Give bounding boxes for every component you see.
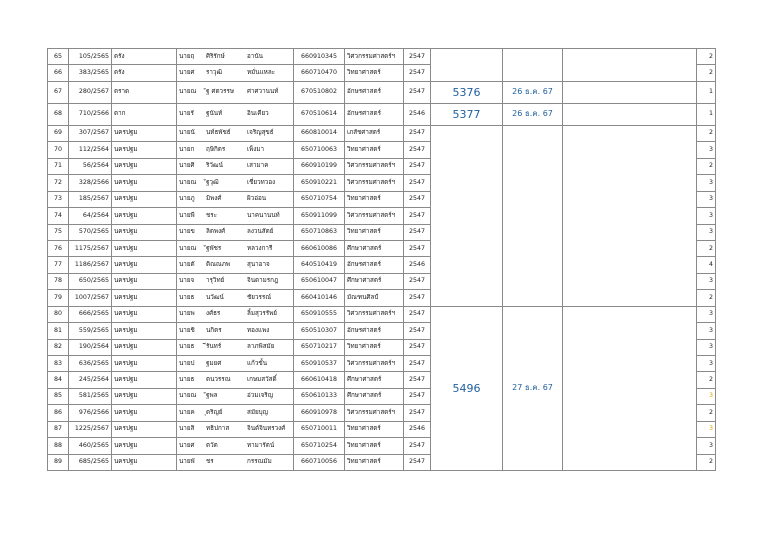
name-title: นายจ: [179, 277, 195, 285]
birth-year: 2547: [404, 158, 431, 174]
student-name: [177, 405, 294, 421]
province: นครปฐม: [112, 240, 177, 256]
student-name: [177, 372, 294, 388]
last-name: ทองแพง: [247, 326, 270, 334]
province: ตาก: [112, 103, 177, 125]
student-id: 650710863: [294, 224, 345, 240]
row-number: 77: [48, 257, 69, 273]
certificate-number: 5496: [431, 306, 503, 470]
name-title: นายป: [179, 359, 195, 367]
document-number: 1225/2567: [69, 421, 112, 437]
faculty: วิศวกรรมศาสตร์ฯ: [345, 356, 404, 372]
name-title: นายธ: [179, 343, 195, 351]
student-id: 660910199: [294, 158, 345, 174]
first-name: ัฐวุฒิ: [206, 178, 219, 186]
province: นครปฐม: [112, 158, 177, 174]
count: 2: [697, 372, 716, 388]
student-id: 650710063: [294, 142, 345, 158]
faculty: วิทยาศาสตร์: [345, 65, 404, 81]
birth-year: 2547: [404, 65, 431, 81]
student-name: [177, 142, 294, 158]
faculty: อักษรศาสตร์: [345, 103, 404, 125]
table-row: [48, 49, 716, 65]
first-name: ฐนันท์: [206, 110, 223, 118]
last-name: เสามาค: [247, 162, 269, 170]
first-name: ุตริญย์: [206, 408, 223, 416]
province: นครปฐม: [112, 290, 177, 306]
name-title: นายธ: [179, 293, 195, 301]
issue-date: [503, 125, 563, 306]
province: นครปฐม: [112, 125, 177, 141]
count: 3: [697, 191, 716, 207]
row-number: 82: [48, 339, 69, 355]
name-title: นายศ: [179, 441, 195, 449]
count: 2: [697, 405, 716, 421]
name-title: นายข: [179, 228, 195, 236]
name-title: นายณ: [179, 178, 197, 186]
student-id: 660710470: [294, 65, 345, 81]
student-name: [177, 306, 294, 322]
last-name: เจริญสุขธ์: [247, 129, 274, 137]
count: 2: [697, 240, 716, 256]
count: 2: [697, 125, 716, 141]
province: นครปฐม: [112, 273, 177, 289]
last-name: อ่วมเจริญ: [247, 392, 274, 400]
name-title: นายสิ: [179, 425, 195, 433]
row-number: 79: [48, 290, 69, 306]
last-name: ลาภพิสมัย: [247, 343, 275, 351]
name-title: นายพั: [179, 458, 195, 466]
count: 3: [697, 356, 716, 372]
student-id: 650610047: [294, 273, 345, 289]
birth-year: 2547: [404, 224, 431, 240]
row-number: 83: [48, 356, 69, 372]
first-name: ตนวรรณ: [206, 376, 231, 383]
document-number: 685/2565: [69, 454, 112, 470]
student-name: [177, 356, 294, 372]
name-title: นายฤ: [179, 52, 195, 60]
count: 3: [697, 142, 716, 158]
student-id: 650910537: [294, 356, 345, 372]
student-name: [177, 240, 294, 256]
last-name: ศาศวานนท์: [247, 88, 279, 96]
count: 2: [697, 454, 716, 470]
row-number: 70: [48, 142, 69, 158]
count: 2: [697, 158, 716, 174]
birth-year: 2547: [404, 273, 431, 289]
birth-year: 2547: [404, 356, 431, 372]
province: นครปฐม: [112, 257, 177, 273]
province: นครปฐม: [112, 175, 177, 191]
document-number: 1186/2567: [69, 257, 112, 273]
last-name: หมั่นแหละ: [247, 69, 276, 76]
student-name: [177, 208, 294, 224]
remarks-cell: [563, 49, 697, 82]
count: 3: [697, 175, 716, 191]
certificate-number: [431, 125, 503, 306]
remarks-cell: [563, 125, 697, 306]
first-name: นท์ธพัชธ์: [206, 129, 231, 137]
count: 3: [697, 208, 716, 224]
document-number: 185/2567: [69, 191, 112, 207]
student-name: [177, 290, 294, 306]
row-number: 86: [48, 405, 69, 421]
province: นครปฐม: [112, 372, 177, 388]
birth-year: 2547: [404, 175, 431, 191]
last-name: สมัยบุญ: [247, 408, 269, 416]
faculty: วิทยาศาสตร์: [345, 421, 404, 437]
province: นครปฐม: [112, 339, 177, 355]
last-name: อินเคียว: [247, 110, 269, 118]
birth-year: 2547: [404, 142, 431, 158]
student-id: 660610418: [294, 372, 345, 388]
row-number: 71: [48, 158, 69, 174]
student-id: 650710754: [294, 191, 345, 207]
row-number: 67: [48, 81, 69, 103]
issue-date: [503, 49, 563, 82]
province: นครปฐม: [112, 224, 177, 240]
faculty: วิศวกรรมศาสตร์ฯ: [345, 405, 404, 421]
count: 3: [697, 388, 716, 404]
count: 4: [697, 257, 716, 273]
student-id: 660810014: [294, 125, 345, 141]
student-name: [177, 65, 294, 81]
row-number: 68: [48, 103, 69, 125]
faculty: อักษรศาสตร์: [345, 257, 404, 273]
count: 2: [697, 290, 716, 306]
name-title: นายชิ: [179, 326, 195, 334]
student-name: [177, 81, 294, 103]
document-number: 105/2565: [69, 49, 112, 65]
province: นครปฐม: [112, 421, 177, 437]
certificate-number: 5377: [431, 103, 503, 125]
birth-year: 2547: [404, 81, 431, 103]
count: 1: [697, 81, 716, 103]
first-name: มิพงศ์: [206, 195, 222, 203]
birth-year: 2547: [404, 49, 431, 65]
document-number: 650/2565: [69, 273, 112, 289]
student-id: 650710254: [294, 438, 345, 454]
last-name: ลิ้มสุวรรัพย์: [247, 310, 277, 318]
count: 2: [697, 49, 716, 65]
faculty: วิศวกรรมศาสตร์ฯ: [345, 175, 404, 191]
row-number: 78: [48, 273, 69, 289]
first-name: ฤษิกิตร: [206, 145, 226, 153]
last-name: อานัน: [247, 52, 263, 60]
table-row: [48, 125, 716, 141]
first-name: ัฐพล: [206, 392, 218, 400]
student-name: [177, 103, 294, 125]
last-name: นาคนานนท์: [247, 211, 280, 219]
student-name: [177, 257, 294, 273]
count: 3: [697, 273, 716, 289]
issue-date: 26 ธ.ค. 67: [503, 103, 563, 125]
count: 3: [697, 438, 716, 454]
birth-year: 2547: [404, 388, 431, 404]
faculty: เภสัชศาสตร์: [345, 125, 404, 141]
row-number: 87: [48, 421, 69, 437]
student-name: [177, 273, 294, 289]
name-title: นายณ: [179, 244, 197, 252]
province: นครปฐม: [112, 405, 177, 421]
table-row: [48, 81, 716, 103]
first-name: ัฐ ศตวรรษ: [206, 88, 235, 96]
student-name: [177, 339, 294, 355]
document-number: 328/2566: [69, 175, 112, 191]
first-name: ารุวิทย์: [206, 277, 225, 285]
last-name: เพ็งมา: [247, 145, 265, 153]
first-name: ราวุฒิ: [206, 69, 223, 76]
province: ตรัง: [112, 49, 177, 65]
last-name: เกษมสวัสดิ์: [247, 376, 277, 383]
faculty: ศึกษาศาสตร์: [345, 273, 404, 289]
document-number: 245/2564: [69, 372, 112, 388]
last-name: ชัยวรรณ์: [247, 293, 272, 301]
province: นครปฐม: [112, 438, 177, 454]
first-name: งศ์ธร: [206, 310, 221, 318]
faculty: วิศวกรรมศาสตร์ฯ: [345, 49, 404, 65]
student-id: 650910555: [294, 306, 345, 322]
student-name: [177, 224, 294, 240]
province: นครปฐม: [112, 388, 177, 404]
document-number: 1175/2567: [69, 240, 112, 256]
student-name: [177, 421, 294, 437]
row-number: 84: [48, 372, 69, 388]
faculty: ศึกษาศาสตร์: [345, 240, 404, 256]
student-id: 660910978: [294, 405, 345, 421]
faculty: วิทยาศาสตร์: [345, 142, 404, 158]
birth-year: 2547: [404, 405, 431, 421]
table-row: [48, 103, 716, 125]
name-title: นายศิ: [179, 162, 195, 170]
first-name: ัฐพัชร: [206, 244, 222, 252]
birth-year: 2547: [404, 240, 431, 256]
count: 3: [697, 339, 716, 355]
first-name: ทธิปกาส: [206, 425, 230, 433]
name-title: นายศ: [179, 69, 195, 76]
last-name: จินดามรกฎ: [247, 277, 279, 285]
remarks-cell: [563, 81, 697, 103]
last-name: แก้วขั้น: [247, 359, 268, 367]
row-number: 74: [48, 208, 69, 224]
student-id: 650610133: [294, 388, 345, 404]
birth-year: 2546: [404, 421, 431, 437]
count: 3: [697, 323, 716, 339]
birth-year: 2547: [404, 306, 431, 322]
name-title: นายตั: [179, 260, 195, 268]
name-title: นายค: [179, 408, 195, 416]
faculty: วิทยาศาสตร์: [345, 224, 404, 240]
last-name: สุนาอาจ: [247, 260, 270, 268]
student-name: [177, 454, 294, 470]
row-number: 65: [48, 49, 69, 65]
last-name: จินต์จินทรวงศ์: [247, 425, 286, 433]
row-number: 72: [48, 175, 69, 191]
faculty: วิทยาศาสตร์: [345, 454, 404, 470]
birth-year: 2546: [404, 103, 431, 125]
last-name: ทามารัตน์: [247, 441, 275, 449]
remarks-cell: [563, 103, 697, 125]
document-number: 383/2565: [69, 65, 112, 81]
faculty: วิศวกรรมศาสตร์ฯ: [345, 208, 404, 224]
student-name: [177, 175, 294, 191]
first-name: ีรันทร์: [206, 343, 222, 351]
province: นครปฐม: [112, 454, 177, 470]
faculty: ศึกษาศาสตร์: [345, 388, 404, 404]
document-number: 112/2564: [69, 142, 112, 158]
student-records-table: [47, 48, 716, 471]
province: นครปฐม: [112, 323, 177, 339]
faculty: วิทยาศาสตร์: [345, 191, 404, 207]
last-name: หลวงการี: [247, 244, 273, 252]
first-name: นกิตร: [206, 326, 222, 334]
student-id: 660710056: [294, 454, 345, 470]
student-name: [177, 49, 294, 65]
faculty: วิศวกรรมศาสตร์ฯ: [345, 306, 404, 322]
first-name: ลิตพงศ์: [206, 228, 226, 236]
birth-year: 2547: [404, 125, 431, 141]
last-name: กรรณมัม: [247, 458, 272, 466]
birth-year: 2547: [404, 290, 431, 306]
document-number: 636/2565: [69, 356, 112, 372]
student-id: 660410146: [294, 290, 345, 306]
count: 3: [697, 306, 716, 322]
name-title: นายพ: [179, 310, 195, 318]
first-name: ฐมยศ: [206, 359, 222, 367]
first-name: ชระ: [206, 211, 218, 219]
province: นครปฐม: [112, 356, 177, 372]
faculty: วิศวกรรมศาสตร์ฯ: [345, 158, 404, 174]
province: นครปฐม: [112, 191, 177, 207]
birth-year: 2547: [404, 438, 431, 454]
student-id: 650710011: [294, 421, 345, 437]
student-id: 640510419: [294, 257, 345, 273]
issue-date: 27 ธ.ค. 67: [503, 306, 563, 470]
student-name: [177, 125, 294, 141]
document-number: 64/2564: [69, 208, 112, 224]
province: นครปฐม: [112, 142, 177, 158]
birth-year: 2547: [404, 339, 431, 355]
name-title: นายรั: [179, 110, 194, 118]
first-name: นวัฒน์: [206, 293, 224, 301]
first-name: ศิริรักษ์: [206, 52, 225, 60]
birth-year: 2547: [404, 372, 431, 388]
row-number: 69: [48, 125, 69, 141]
document-number: 976/2566: [69, 405, 112, 421]
document-number: 280/2567: [69, 81, 112, 103]
student-id: 650911099: [294, 208, 345, 224]
table-row: [48, 306, 716, 322]
certificate-number: 5376: [431, 81, 503, 103]
row-number: 76: [48, 240, 69, 256]
name-title: นายก: [179, 145, 195, 153]
student-id: 660910345: [294, 49, 345, 65]
student-id: 650710217: [294, 339, 345, 355]
row-number: 66: [48, 65, 69, 81]
faculty: ศึกษาศาสตร์: [345, 372, 404, 388]
province: ตราด: [112, 81, 177, 103]
issue-date: 26 ธ.ค. 67: [503, 81, 563, 103]
faculty: อักษรศาสตร์: [345, 81, 404, 103]
document-number: 570/2565: [69, 224, 112, 240]
name-title: นายพี: [179, 211, 195, 219]
row-number: 81: [48, 323, 69, 339]
row-number: 88: [48, 438, 69, 454]
document-number: 56/2564: [69, 158, 112, 174]
document-number: 1007/2567: [69, 290, 112, 306]
student-name: [177, 388, 294, 404]
count: 3: [697, 224, 716, 240]
document-number: 710/2566: [69, 103, 112, 125]
birth-year: 2547: [404, 191, 431, 207]
document-number: 666/2565: [69, 306, 112, 322]
birth-year: 2546: [404, 257, 431, 273]
name-title: นายณ: [179, 392, 197, 400]
student-name: [177, 158, 294, 174]
faculty: อักษรศาสตร์: [345, 323, 404, 339]
count: 1: [697, 103, 716, 125]
certificate-number: [431, 49, 503, 82]
first-name: ตวัต: [206, 441, 218, 449]
first-name: ชร: [206, 458, 214, 466]
table-body: [48, 49, 716, 471]
name-title: นายณ: [179, 88, 197, 96]
student-id: 670510802: [294, 81, 345, 103]
birth-year: 2547: [404, 323, 431, 339]
faculty: วิทยาศาสตร์: [345, 339, 404, 355]
last-name: ลงวนสัตย์: [247, 228, 274, 236]
name-title: นายธ: [179, 376, 195, 383]
count: 3: [697, 421, 716, 437]
student-name: [177, 323, 294, 339]
document-number: 581/2565: [69, 388, 112, 404]
document-number: 190/2564: [69, 339, 112, 355]
faculty: มัณฑนศิลป์: [345, 290, 404, 306]
province: นครปฐม: [112, 208, 177, 224]
faculty: วิทยาศาสตร์: [345, 438, 404, 454]
birth-year: 2547: [404, 208, 431, 224]
count: 2: [697, 65, 716, 81]
first-name: ติณณภพ: [206, 260, 231, 268]
row-number: 73: [48, 191, 69, 207]
birth-year: 2547: [404, 454, 431, 470]
student-id: 650510307: [294, 323, 345, 339]
student-name: [177, 191, 294, 207]
row-number: 80: [48, 306, 69, 322]
last-name: เชี่ยวทวอง: [247, 178, 276, 186]
document-number: 307/2567: [69, 125, 112, 141]
first-name: ริวัฒน์: [206, 162, 223, 170]
row-number: 89: [48, 454, 69, 470]
student-id: 660610086: [294, 240, 345, 256]
name-title: นายภู: [179, 195, 195, 203]
document-number: 460/2565: [69, 438, 112, 454]
row-number: 85: [48, 388, 69, 404]
province: นครปฐม: [112, 306, 177, 322]
last-name: ผิวอ่อน: [247, 195, 267, 203]
province: ตรัง: [112, 65, 177, 81]
student-id: 670510614: [294, 103, 345, 125]
row-number: 75: [48, 224, 69, 240]
student-id: 650910221: [294, 175, 345, 191]
remarks-cell: [563, 306, 697, 470]
name-title: นายนั: [179, 129, 195, 137]
student-name: [177, 438, 294, 454]
document-number: 559/2565: [69, 323, 112, 339]
